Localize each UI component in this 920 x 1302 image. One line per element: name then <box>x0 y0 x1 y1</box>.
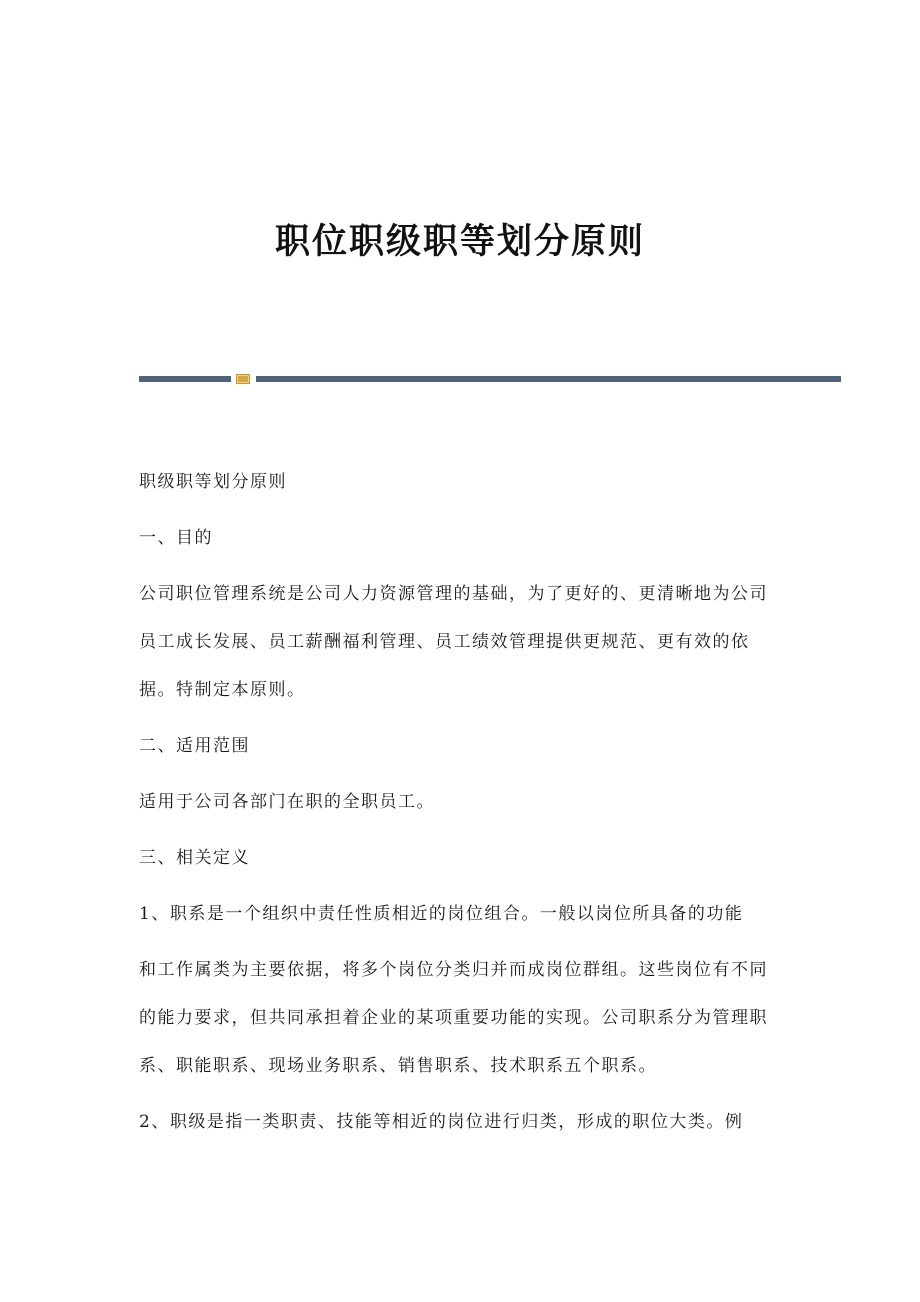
paragraph-line: 和工作属类为主要依据，将多个岗位分类归并而成岗位群组。这些岗位有不同 <box>139 960 768 980</box>
section-heading: 一、目的 <box>139 528 213 548</box>
paragraph-line: 2、职级是指一类职责、技能等相近的岗位进行归类，形成的职位大类。例 <box>139 1112 744 1132</box>
section-heading: 二、适用范围 <box>139 736 250 756</box>
document-title: 职位职级职等划分原则 <box>274 221 645 262</box>
paragraph-line: 的能力要求，但共同承担着企业的某项重要功能的实现。公司职系分为管理职 <box>139 1008 768 1028</box>
title-divider <box>139 374 841 384</box>
paragraph-line: 据。特制定本原则。 <box>139 680 306 700</box>
section-heading: 三、相关定义 <box>139 848 250 868</box>
divider-bar-left <box>139 376 231 382</box>
paragraph-line: 1、职系是一个组织中责任性质相近的岗位组合。一般以岗位所具备的功能 <box>139 904 744 924</box>
section-heading: 职级职等划分原则 <box>139 472 287 492</box>
paragraph-line: 员工成长发展、员工薪酬福利管理、员工绩效管理提供更规范、更有效的依 <box>139 632 750 652</box>
divider-ornament-icon <box>236 374 250 384</box>
paragraph-line: 适用于公司各部门在职的全职员工。 <box>139 792 435 812</box>
paragraph-line: 公司职位管理系统是公司人力资源管理的基础，为了更好的、更清晰地为公司 <box>139 584 768 604</box>
paragraph-line: 系、职能职系、现场业务职系、销售职系、技术职系五个职系。 <box>139 1056 657 1076</box>
divider-bar-right <box>256 376 841 382</box>
